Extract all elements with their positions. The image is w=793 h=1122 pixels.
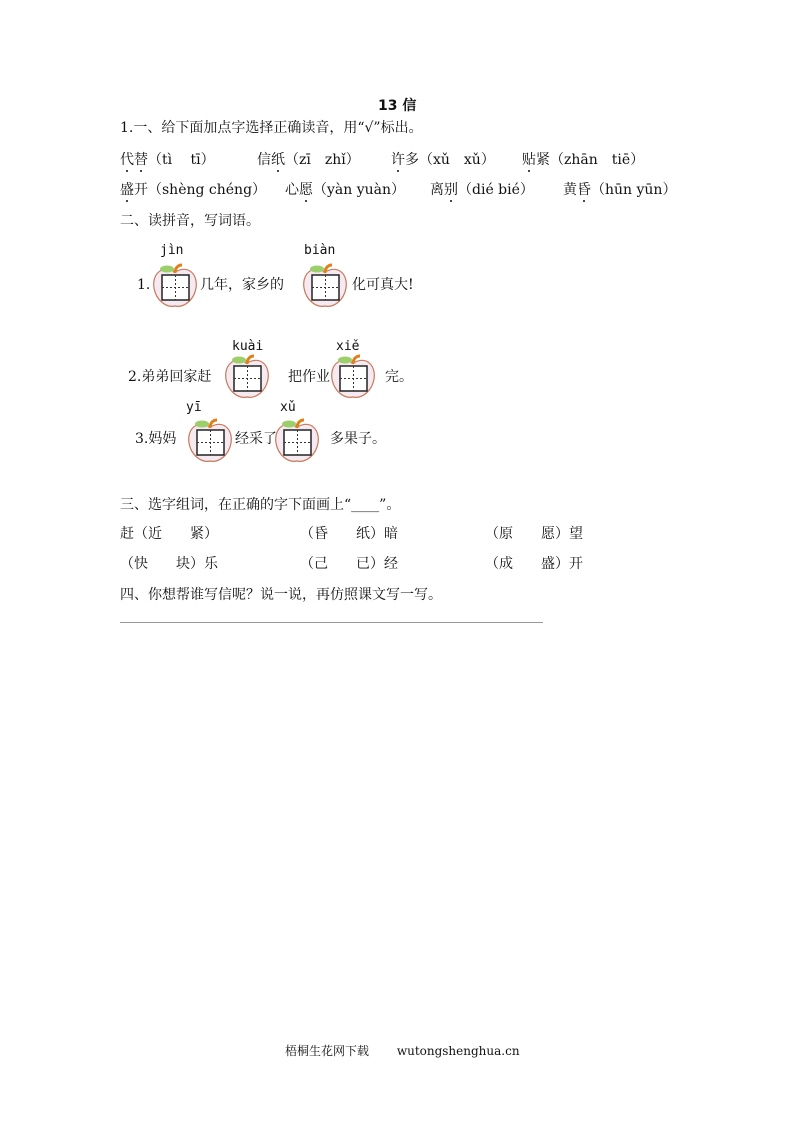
char: 离 [430,182,444,198]
q3-option: （成 盛）开 [485,556,583,572]
q3-option: （己 已）经 [300,556,398,572]
pinyin: jìn [160,243,184,258]
sentence-text: 把作业 [288,369,330,385]
writing-line [120,622,543,623]
q1-row1-item [120,151,215,169]
char: 黄 [563,182,577,198]
footer: 梧桐生花网下载 wutongshenghua.cn [285,1044,520,1058]
page-title: 13 信 [378,98,417,114]
sentence-text: 化可真大! [352,277,414,293]
q4-heading: 四、你想帮谁写信呢？说一说，再仿照课文写一写。 [120,587,442,603]
q3-option: （昏 纸）暗 [300,526,398,542]
q3-heading: 三、选字组词，在正确的字下面画上“____”。 [120,497,401,513]
apple-writing-box[interactable] [300,262,350,308]
char: 多 [405,152,419,168]
q3-option: （原 愿）望 [485,526,583,542]
q1-row1-item [257,151,360,169]
apple-writing-box[interactable] [328,353,378,399]
apple-writing-box[interactable] [185,417,235,463]
q1-row2-item [430,181,534,199]
pinyin: biàn [304,243,336,258]
char: 开 [134,182,148,198]
apple-writing-box[interactable] [222,353,272,399]
char: 替 [134,152,148,168]
options: （dié bié） [458,182,534,198]
q1-heading: 1.一、给下面加点字选择正确读音，用“√”标出。 [120,120,423,136]
sentence-text: 几年，家乡的 [200,277,284,293]
char: 别 [444,182,458,198]
sentence-text: 1. [137,277,151,293]
char: 贴 [522,152,536,168]
char: 许 [391,152,405,168]
char: 昏 [577,182,591,198]
pinyin: xiě [336,339,360,354]
q2-heading: 二、读拼音，写词语。 [120,213,260,229]
sentence-text: 2.弟弟回家赶 [128,369,212,385]
options: （shèng chéng） [148,182,267,198]
options: （yàn yuàn） [313,182,406,198]
q3-option: （快 块）乐 [120,556,218,572]
char: 愿 [299,182,313,198]
char: 代 [120,152,134,168]
options: （zī zhǐ） [285,152,360,168]
char: 盛 [120,182,134,198]
q1-row1-item [522,151,644,169]
q1-row1-item [391,151,495,169]
apple-writing-box[interactable] [150,262,200,308]
q1-row2-item [563,181,676,199]
options: （tì tī） [148,152,215,168]
char: 纸 [271,152,285,168]
options: （hūn yūn） [591,182,677,198]
q1-row2-item [120,181,266,199]
pinyin: kuài [232,339,264,354]
sentence-text: 经采了 [235,431,277,447]
pinyin: yī [186,400,202,415]
char: 信 [257,152,271,168]
char: 紧 [536,152,550,168]
sentence-text: 多果子。 [330,431,386,447]
char: 心 [285,182,299,198]
q3-option: 赶（近 紧） [120,526,218,542]
apple-writing-box[interactable] [272,417,322,463]
sentence-text: 完。 [385,369,413,385]
options: （zhān tiē） [550,152,645,168]
sentence-text: 3.妈妈 [135,431,177,447]
pinyin: xǔ [280,400,296,415]
q1-row2-item [285,181,405,199]
options: （xǔ xǔ） [419,152,495,168]
